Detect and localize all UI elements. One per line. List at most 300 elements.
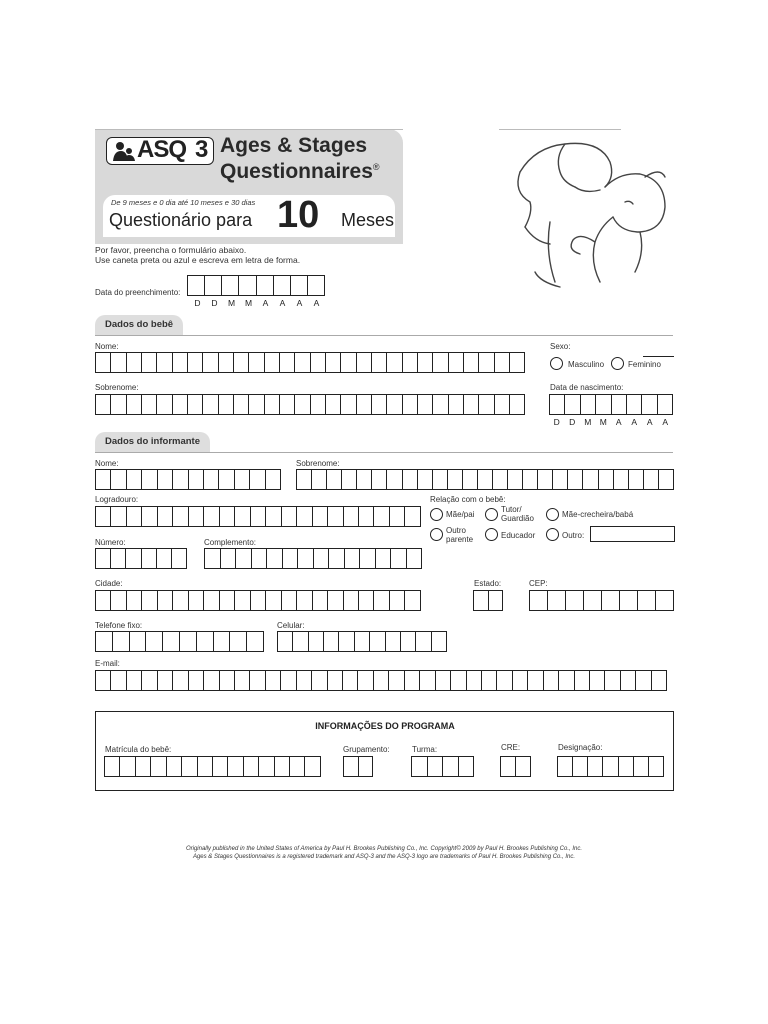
char-box[interactable] [281,590,296,611]
char-box[interactable] [389,590,404,611]
char-box[interactable] [388,670,403,691]
char-box[interactable] [95,352,110,373]
char-box[interactable] [290,275,307,296]
char-box[interactable] [620,670,635,691]
relation-caregiver-label: Mãe-crecheira/babá [562,510,634,519]
char-box[interactable] [583,590,601,611]
char-box[interactable] [162,631,179,652]
char-box[interactable] [95,506,110,527]
char-box[interactable] [340,394,355,415]
char-box[interactable] [442,756,458,777]
char-box[interactable] [104,756,119,777]
char-box[interactable] [602,756,617,777]
char-box[interactable] [651,670,667,691]
char-box[interactable] [110,670,125,691]
char-box[interactable] [327,590,342,611]
char-box[interactable] [126,352,141,373]
char-box[interactable] [341,469,356,490]
char-box[interactable] [417,352,432,373]
char-box[interactable] [172,590,187,611]
char-box[interactable] [213,631,230,652]
char-box[interactable] [657,394,673,415]
char-box[interactable] [494,352,509,373]
informant-surname-input[interactable] [296,469,674,490]
char-box[interactable] [463,394,478,415]
char-box[interactable] [188,469,203,490]
char-box[interactable] [172,394,187,415]
char-box[interactable] [110,469,125,490]
char-box[interactable] [294,352,309,373]
street-input[interactable] [95,506,421,527]
char-box[interactable] [325,394,340,415]
char-box[interactable] [344,548,360,569]
char-box[interactable] [448,394,463,415]
char-box[interactable] [188,506,203,527]
char-box[interactable] [311,469,326,490]
char-box[interactable] [373,590,388,611]
char-box[interactable] [447,469,462,490]
char-box[interactable] [141,590,156,611]
char-box[interactable] [294,394,309,415]
char-box[interactable] [126,590,141,611]
char-box[interactable] [567,469,582,490]
char-box[interactable] [126,670,141,691]
char-box[interactable] [156,394,171,415]
char-box[interactable] [234,670,249,691]
char-box[interactable] [564,394,579,415]
char-box[interactable] [343,506,358,527]
char-box[interactable] [655,590,674,611]
char-box[interactable] [357,670,372,691]
char-box[interactable] [202,394,217,415]
char-box[interactable] [172,352,187,373]
char-box[interactable] [296,590,311,611]
char-box[interactable] [220,548,236,569]
char-box[interactable] [95,670,110,691]
char-box[interactable] [637,590,655,611]
char-box[interactable] [312,506,327,527]
char-box[interactable] [373,506,388,527]
char-box[interactable] [572,756,587,777]
char-box[interactable] [95,394,110,415]
enrollment-input[interactable] [104,756,321,777]
char-box[interactable] [187,394,202,415]
char-box[interactable] [265,469,281,490]
char-box[interactable] [371,352,386,373]
char-box[interactable] [400,631,415,652]
char-box[interactable] [141,352,156,373]
char-box[interactable] [481,670,496,691]
char-box[interactable] [279,394,294,415]
class-input[interactable] [411,756,474,777]
char-box[interactable] [404,670,419,691]
char-box[interactable] [648,756,664,777]
char-box[interactable] [515,756,531,777]
char-box[interactable] [643,469,658,490]
char-box[interactable] [356,469,371,490]
char-box[interactable] [218,469,233,490]
relation-caregiver-radio[interactable] [546,508,559,521]
char-box[interactable] [256,275,273,296]
char-box[interactable] [325,352,340,373]
char-box[interactable] [509,394,525,415]
mobile-input[interactable] [277,631,447,652]
char-box[interactable] [371,394,386,415]
char-box[interactable] [221,275,238,296]
char-box[interactable] [141,506,156,527]
char-box[interactable] [233,352,248,373]
char-box[interactable] [126,394,141,415]
char-box[interactable] [235,548,251,569]
char-box[interactable] [557,756,572,777]
char-box[interactable] [641,394,656,415]
char-box[interactable] [509,352,525,373]
baby-surname-input[interactable] [95,394,525,415]
char-box[interactable] [282,548,298,569]
char-box[interactable] [197,756,212,777]
char-box[interactable] [125,548,140,569]
char-box[interactable] [500,756,515,777]
char-box[interactable] [266,548,282,569]
char-box[interactable] [477,469,492,490]
char-box[interactable] [496,670,511,691]
char-box[interactable] [619,590,637,611]
birth-date-input[interactable] [549,394,673,415]
char-box[interactable] [249,469,264,490]
char-box[interactable] [187,275,204,296]
char-box[interactable] [129,631,146,652]
char-box[interactable] [172,469,187,490]
char-box[interactable] [547,590,565,611]
complement-input[interactable] [204,548,422,569]
char-box[interactable] [157,670,172,691]
char-box[interactable] [203,469,218,490]
char-box[interactable] [308,631,323,652]
char-box[interactable] [292,631,307,652]
char-box[interactable] [386,394,401,415]
zip-input[interactable] [529,590,674,611]
char-box[interactable] [529,590,547,611]
char-box[interactable] [327,506,342,527]
char-box[interactable] [587,756,602,777]
char-box[interactable] [604,670,619,691]
char-box[interactable] [203,590,218,611]
char-box[interactable] [507,469,522,490]
group-input[interactable] [343,756,373,777]
char-box[interactable] [402,469,417,490]
char-box[interactable] [187,352,202,373]
char-box[interactable] [243,756,258,777]
char-box[interactable] [628,469,643,490]
char-box[interactable] [219,506,234,527]
char-box[interactable] [248,394,263,415]
char-box[interactable] [289,756,304,777]
char-box[interactable] [462,469,477,490]
char-box[interactable] [233,394,248,415]
designation-input[interactable] [557,756,664,777]
char-box[interactable] [277,631,292,652]
char-box[interactable] [358,590,373,611]
char-box[interactable] [119,756,134,777]
char-box[interactable] [386,469,401,490]
char-box[interactable] [313,548,329,569]
char-box[interactable] [450,670,465,691]
char-box[interactable] [385,631,400,652]
char-box[interactable] [227,756,242,777]
char-box[interactable] [265,506,280,527]
char-box[interactable] [323,631,338,652]
char-box[interactable] [307,275,325,296]
email-input[interactable] [95,670,667,691]
char-box[interactable] [188,670,203,691]
char-box[interactable] [188,590,203,611]
char-box[interactable] [296,670,311,691]
char-box[interactable] [326,469,341,490]
char-box[interactable] [203,506,218,527]
char-box[interactable] [411,756,427,777]
char-box[interactable] [342,670,357,691]
char-box[interactable] [95,590,110,611]
char-box[interactable] [340,352,355,373]
char-box[interactable] [658,469,674,490]
char-box[interactable] [204,275,221,296]
char-box[interactable] [478,352,493,373]
char-box[interactable] [406,548,423,569]
char-box[interactable] [549,394,564,415]
char-box[interactable] [473,590,488,611]
char-box[interactable] [375,548,391,569]
char-box[interactable] [204,548,220,569]
char-box[interactable] [229,631,246,652]
char-box[interactable] [386,352,401,373]
char-box[interactable] [558,670,573,691]
char-box[interactable] [110,352,125,373]
char-box[interactable] [328,548,344,569]
phone-input[interactable] [95,631,264,652]
char-box[interactable] [633,756,648,777]
char-box[interactable] [126,469,141,490]
char-box[interactable] [369,631,384,652]
char-box[interactable] [390,548,406,569]
char-box[interactable] [404,590,420,611]
char-box[interactable] [311,670,326,691]
char-box[interactable] [626,394,641,415]
char-box[interactable] [589,670,604,691]
char-box[interactable] [432,352,447,373]
char-box[interactable] [265,590,280,611]
char-box[interactable] [250,590,265,611]
relation-guardian-radio[interactable] [485,508,498,521]
char-box[interactable] [356,352,371,373]
char-box[interactable] [157,469,172,490]
char-box[interactable] [281,506,296,527]
char-box[interactable] [234,469,249,490]
char-box[interactable] [354,631,369,652]
char-box[interactable] [435,670,450,691]
char-box[interactable] [312,590,327,611]
char-box[interactable] [613,469,628,490]
char-box[interactable] [512,670,527,691]
char-box[interactable] [327,670,342,691]
char-box[interactable] [582,469,597,490]
char-box[interactable] [466,670,481,691]
char-box[interactable] [296,506,311,527]
char-box[interactable] [110,548,125,569]
relation-other-parent-radio[interactable] [430,528,443,541]
char-box[interactable] [145,631,162,652]
char-box[interactable] [219,590,234,611]
char-box[interactable] [141,548,156,569]
char-box[interactable] [427,756,443,777]
char-box[interactable] [358,756,374,777]
char-box[interactable] [150,756,165,777]
char-box[interactable] [297,548,313,569]
char-box[interactable] [273,275,290,296]
char-box[interactable] [196,631,213,652]
char-box[interactable] [595,394,610,415]
char-box[interactable] [431,631,447,652]
char-box[interactable] [110,394,125,415]
char-box[interactable] [95,469,110,490]
char-box[interactable] [202,352,217,373]
char-box[interactable] [419,670,434,691]
char-box[interactable] [157,506,172,527]
char-box[interactable] [274,756,289,777]
char-box[interactable] [343,756,358,777]
char-box[interactable] [218,352,233,373]
char-box[interactable] [172,670,187,691]
char-box[interactable] [635,670,650,691]
char-box[interactable] [135,756,150,777]
char-box[interactable] [417,394,432,415]
char-box[interactable] [280,670,295,691]
city-input[interactable] [95,590,421,611]
char-box[interactable] [250,506,265,527]
char-box[interactable] [356,394,371,415]
char-box[interactable] [552,469,567,490]
char-box[interactable] [265,670,280,691]
char-box[interactable] [492,469,507,490]
char-box[interactable] [110,590,125,611]
char-box[interactable] [463,352,478,373]
char-box[interactable] [574,670,589,691]
char-box[interactable] [249,670,264,691]
char-box[interactable] [580,394,595,415]
char-box[interactable] [310,394,325,415]
char-box[interactable] [373,670,388,691]
char-box[interactable] [248,352,263,373]
char-box[interactable] [141,670,156,691]
relation-other-radio[interactable] [546,528,559,541]
char-box[interactable] [156,548,171,569]
char-box[interactable] [432,394,447,415]
informant-name-input[interactable] [95,469,281,490]
char-box[interactable] [112,631,129,652]
sex-male-radio[interactable] [550,357,563,370]
relation-educator-radio[interactable] [485,528,498,541]
char-box[interactable] [338,631,353,652]
char-box[interactable] [522,469,537,490]
char-box[interactable] [171,548,187,569]
char-box[interactable] [448,352,463,373]
char-box[interactable] [618,756,633,777]
fill-date-input[interactable] [187,275,325,296]
char-box[interactable] [598,469,613,490]
char-box[interactable] [527,670,542,691]
char-box[interactable] [264,352,279,373]
baby-name-input[interactable] [95,352,525,373]
char-box[interactable] [601,590,619,611]
char-box[interactable] [264,394,279,415]
char-box[interactable] [279,352,294,373]
char-box[interactable] [304,756,320,777]
char-box[interactable] [359,548,375,569]
char-box[interactable] [458,756,475,777]
footer-copyright: Originally published in the United States of America by Paul H. Brookes Publishing Co., Inc. Copyright© 2009 by Paul H. Brookes Publishing Co., Inc. [185,846,583,852]
number-input[interactable] [95,548,187,569]
char-box[interactable] [238,275,255,296]
char-box[interactable] [611,394,626,415]
char-box[interactable] [296,469,311,490]
char-box[interactable] [246,631,264,652]
char-box[interactable] [157,590,172,611]
char-box[interactable] [371,469,386,490]
char-box[interactable] [234,590,249,611]
relation-other-input[interactable] [590,526,675,542]
char-box[interactable] [402,394,417,415]
char-box[interactable] [95,631,112,652]
char-box[interactable] [218,394,233,415]
char-box[interactable] [537,469,552,490]
sex-female-radio[interactable] [611,357,624,370]
char-box[interactable] [203,670,218,691]
state-input[interactable] [473,590,503,611]
char-box[interactable] [310,352,325,373]
char-box[interactable] [402,352,417,373]
format-letter: D [569,417,576,427]
char-box[interactable] [179,631,196,652]
char-box[interactable] [258,756,273,777]
char-box[interactable] [166,756,181,777]
char-box[interactable] [172,506,187,527]
char-box[interactable] [212,756,227,777]
char-box[interactable] [358,506,373,527]
char-box[interactable] [494,394,509,415]
char-box[interactable] [181,756,196,777]
char-box[interactable] [234,506,249,527]
cre-input[interactable] [500,756,531,777]
char-box[interactable] [141,394,156,415]
char-box[interactable] [156,352,171,373]
char-box[interactable] [543,670,558,691]
relation-parent-radio[interactable] [430,508,443,521]
char-box[interactable] [141,469,156,490]
char-box[interactable] [415,631,430,652]
char-box[interactable] [110,506,125,527]
char-box[interactable] [251,548,267,569]
char-box[interactable] [343,590,358,611]
char-box[interactable] [488,590,504,611]
char-box[interactable] [219,670,234,691]
char-box[interactable] [478,394,493,415]
char-box[interactable] [389,506,404,527]
char-box[interactable] [565,590,583,611]
char-box[interactable] [432,469,447,490]
char-box[interactable] [126,506,141,527]
char-box[interactable] [404,506,420,527]
char-box[interactable] [95,548,110,569]
char-box[interactable] [417,469,432,490]
